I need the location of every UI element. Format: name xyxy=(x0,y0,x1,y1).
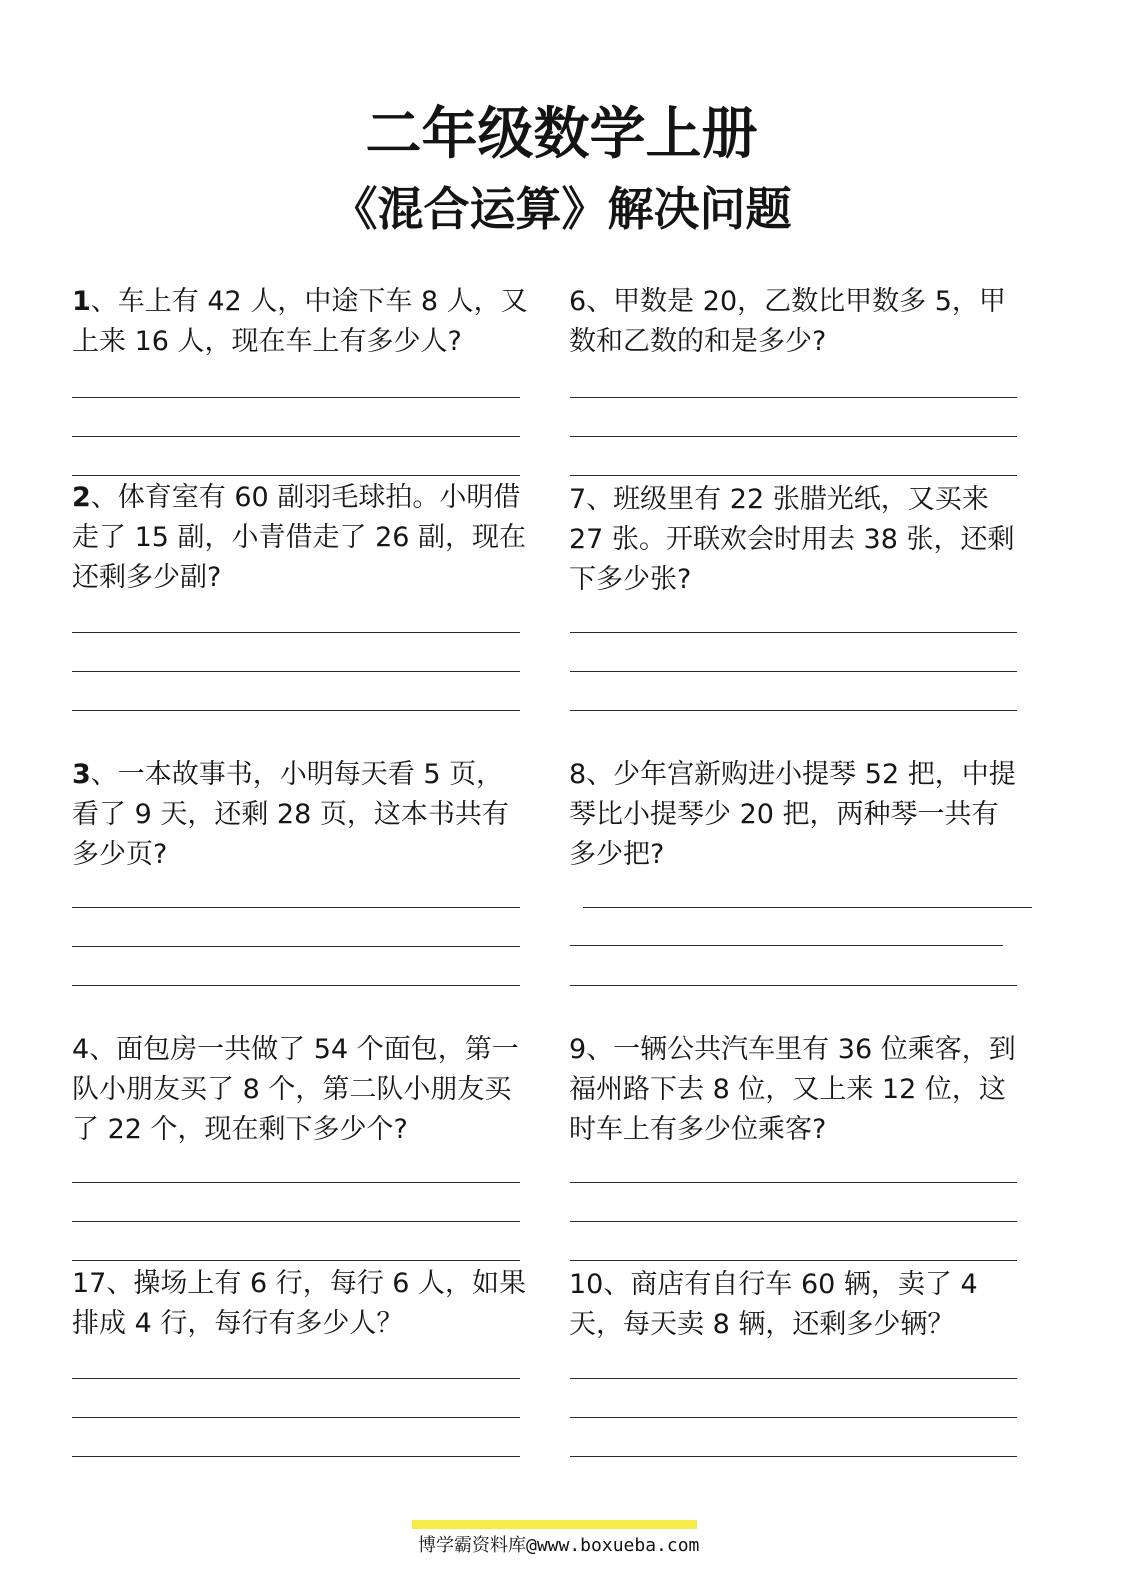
answer-line xyxy=(72,436,520,437)
problem-9-line-3: 时车上有多少位乘客? xyxy=(569,1114,827,1145)
problem-4-line-2: 队小朋友买了 8 个，第二队小朋友买 xyxy=(72,1074,512,1105)
answer-line xyxy=(570,710,1017,711)
problem-17-line-2: 排成 4 行，每行有多少人？ xyxy=(72,1308,404,1339)
problem-2-line-2: 走了 15 副，小青借走了 26 副，现在 xyxy=(72,522,527,553)
page-title: 二年级数学上册 xyxy=(365,102,758,167)
problem-17-line-1 xyxy=(72,1264,526,1304)
footer-highlight-bar xyxy=(412,1520,697,1529)
answer-line xyxy=(570,671,1017,672)
problem-number: 2 xyxy=(72,482,91,513)
problem-text: 、面包房一共做了 54 个面包，第一 xyxy=(89,1034,519,1065)
answer-line xyxy=(570,1182,1017,1183)
answer-line xyxy=(72,671,520,672)
answer-line xyxy=(570,945,1003,946)
problem-7-line-2: 27 张。开联欢会时用去 38 张，还剩 xyxy=(569,524,1015,555)
problem-text: 、少年宫新购进小提琴 52 把，中提 xyxy=(586,759,1016,790)
problem-6-line-1 xyxy=(569,282,1006,322)
answer-line xyxy=(72,1456,520,1457)
answer-line xyxy=(72,710,520,711)
problem-2 xyxy=(72,478,526,598)
answer-line xyxy=(72,1417,520,1418)
problem-4 xyxy=(72,1030,519,1150)
problem-6 xyxy=(569,282,1006,362)
problem-17 xyxy=(72,1264,526,1344)
answer-line xyxy=(72,1260,520,1261)
answer-line xyxy=(72,1182,520,1183)
page-subtitle: 《混合运算》解决问题 xyxy=(331,182,792,236)
problem-text: 、体育室有 60 副羽毛球拍。小明借 xyxy=(90,482,521,513)
problem-number: 8 xyxy=(569,759,587,790)
problem-3-line-2: 看了 9 天，还剩 28 页，这本书共有 xyxy=(72,799,509,830)
answer-line xyxy=(570,1260,1017,1261)
footer-watermark: 博学霸资料库@www.boxueba.com xyxy=(418,1535,700,1556)
answer-line xyxy=(72,946,520,947)
answer-line xyxy=(570,1221,1017,1222)
problem-8-line-3: 多少把? xyxy=(569,839,665,870)
problem-8-line-1 xyxy=(569,755,1016,795)
problem-9 xyxy=(569,1030,1016,1150)
problem-number: 7 xyxy=(569,484,587,515)
answer-line xyxy=(570,985,1017,986)
problem-7-line-3: 下多少张? xyxy=(569,564,692,595)
problem-4-line-1 xyxy=(72,1030,519,1070)
answer-line xyxy=(72,985,520,986)
problem-1-line-1 xyxy=(72,282,528,322)
problem-9-line-2: 福州路下去 8 位，又上来 12 位，这 xyxy=(569,1074,1006,1105)
answer-line xyxy=(72,1378,520,1379)
problem-text: 、班级里有 22 张腊光纸，又买来 xyxy=(586,484,989,515)
problem-3-line-1 xyxy=(72,755,509,795)
answer-line xyxy=(570,397,1017,398)
problem-4-line-3: 了 22 个，现在剩下多少个? xyxy=(72,1114,408,1145)
problem-number: 9 xyxy=(569,1034,587,1065)
problem-text: 、一本故事书，小明每天看 5 页， xyxy=(90,759,504,790)
problem-text: 、车上有 42 人，中途下车 8 人，又 xyxy=(90,286,528,317)
answer-line xyxy=(570,1378,1017,1379)
problem-1-line-2: 上来 16 人，现在车上有多少人? xyxy=(72,326,462,357)
answer-line xyxy=(570,436,1017,437)
answer-line xyxy=(72,1221,520,1222)
answer-line xyxy=(583,907,1032,908)
problem-8 xyxy=(569,755,1016,875)
answer-line xyxy=(570,1417,1017,1418)
problem-7-line-1 xyxy=(569,480,1014,520)
problem-3-line-3: 多少页? xyxy=(72,839,168,870)
answer-line xyxy=(72,397,520,398)
answer-line xyxy=(570,475,1017,476)
problem-text: 、商店有自行车 60 辆，卖了 4 xyxy=(603,1269,978,1300)
problem-2-line-1 xyxy=(72,478,526,518)
problem-number: 10 xyxy=(569,1269,604,1300)
problem-9-line-1 xyxy=(569,1030,1016,1070)
problem-8-line-2: 琴比小提琴少 20 把，两种琴一共有 xyxy=(569,799,999,830)
problem-number: 17 xyxy=(72,1268,107,1299)
problem-2-line-3: 还剩多少副? xyxy=(72,562,222,593)
answer-line xyxy=(72,475,520,476)
answer-line xyxy=(570,632,1017,633)
problem-number: 1 xyxy=(72,286,91,317)
problem-number: 6 xyxy=(569,286,587,317)
answer-line xyxy=(570,1456,1017,1457)
problem-text: 、甲数是 20，乙数比甲数多 5，甲 xyxy=(586,286,1006,317)
answer-line xyxy=(72,907,520,908)
problem-7 xyxy=(569,480,1014,600)
problem-6-line-2: 数和乙数的和是多少? xyxy=(569,326,827,357)
problem-text: 、一辆公共汽车里有 36 位乘客，到 xyxy=(586,1034,1016,1065)
problem-10 xyxy=(569,1265,978,1345)
problem-3 xyxy=(72,755,509,875)
answer-line xyxy=(72,632,520,633)
problem-10-line-1 xyxy=(569,1265,978,1305)
problem-number: 3 xyxy=(72,759,91,790)
problem-1 xyxy=(72,282,528,362)
problem-text: 、操场上有 6 行，每行 6 人，如果 xyxy=(106,1268,527,1299)
problem-number: 4 xyxy=(72,1034,90,1065)
problem-10-line-2: 天，每天卖 8 辆，还剩多少辆？ xyxy=(569,1309,955,1340)
